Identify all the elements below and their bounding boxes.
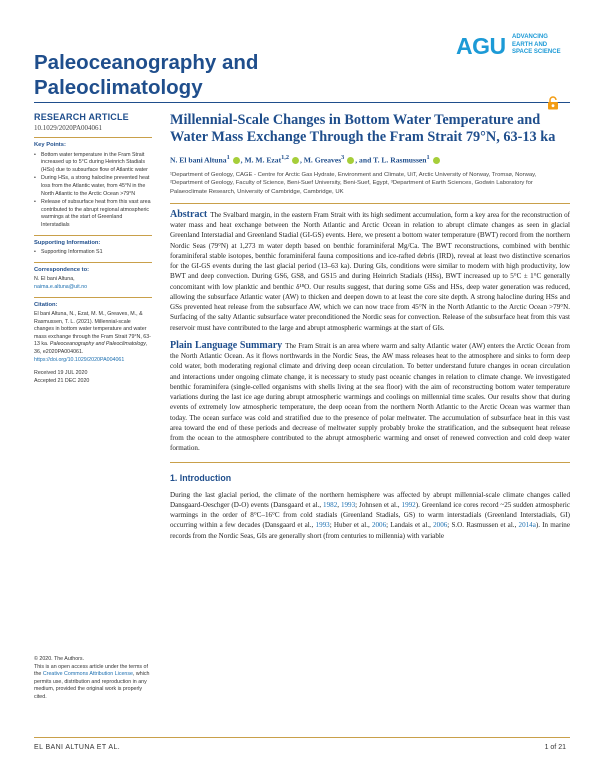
plain-language-summary-heading: Plain Language Summary	[170, 339, 283, 351]
citation	[34, 302, 152, 365]
key-points	[34, 142, 152, 230]
author-name[interactable]: N. El bani Altuna	[170, 155, 227, 165]
orcid-icon[interactable]	[347, 157, 354, 164]
sidebar-rule	[34, 137, 152, 138]
key-point-item: • Release of subsurface heat from this vast area contributed to the abrupt regional atmospheric warmings at the start of Greenland Interstadials	[34, 199, 152, 229]
citation-link[interactable]: 1982	[323, 500, 338, 509]
sidebar-rule	[34, 235, 152, 236]
citation-link[interactable]: 2006	[433, 521, 448, 530]
footer-rule	[34, 737, 570, 738]
main-column	[170, 112, 570, 541]
citation-link[interactable]: 2014a	[518, 521, 536, 530]
abstract-heading: Abstract	[170, 208, 208, 220]
citation-text	[34, 311, 152, 364]
plain-language-summary	[170, 341, 570, 454]
orcid-icon[interactable]	[233, 157, 240, 164]
introduction-text-run: ; Huber et al.,	[329, 521, 372, 530]
open-access-icon	[547, 96, 559, 110]
section-rule	[170, 203, 570, 204]
accepted-date: Accepted 21 DEC 2020	[34, 377, 90, 384]
plain-language-summary-text: The Fram Strait is an area where warm and salty Atlantic water (AW) enters the Arctic Ocean from the North Atlantic Ocean. As it flows northwards in the Nordic Seas, the AW mass releases heat to the atmosphere and sinks to form deep cold water, both moderating regional climate and driving deep ocean circulation. To better understand future changes in ocean circulation and interactions under ongoing climate change, it is necessary to study past oceanic changes in relation to climate change. We investigated benthic foraminifera (single-celled organisms with shells living at the sea floor) with the aim of reconstructing bottom water temperature variations during the last ice age during abrupt atmospheric warmings and coolings on millennial time scales. Our results show that during events of extremely low atmospheric temperature, the deep ocean from the northern North Atlantic to the Arctic Ocean was warmer than today. The ocean surface was cold and stratified due to the presence of polar meltwater. The accumulation of subsurface heat in this vast area toward the end of these periods and decrease of meltwater supply probably broke the stratification, and the subsequent heat release from the ocean to the atmosphere contributed to the abrupt atmospheric warming and onset of renewed convection and cold deep water formation.	[170, 341, 571, 453]
citation-link[interactable]: 1992	[401, 500, 416, 509]
license-link[interactable]: Creative Commons Attribution License	[42, 671, 133, 678]
correspondence-email-link[interactable]: naima.e.altuna@uit.no	[34, 283, 88, 290]
introduction-text-run: ; Johnsen et al.,	[355, 500, 402, 509]
received-date: Received 19 JUL 2020	[34, 370, 88, 377]
supporting-information-list	[34, 249, 152, 257]
sidebar-rule	[34, 262, 152, 263]
author-name[interactable]: T. L. Rasmussen	[373, 155, 427, 165]
page-number: 1 of 21	[544, 744, 566, 751]
introduction-text-run: ). Greenland ice cores record ~25 sudden atmospheric warmings in the order of 8°C–16°C from cold stadials (Greenland Stadials, GS) to warm interstadials (Greenland Interstadials, GI) occurring within a few decades (Dansgaard et al.,	[170, 500, 570, 530]
supporting-information	[34, 240, 152, 257]
correspondence-name: N. El bani Altuna,	[34, 276, 75, 283]
running-author-footer: EL BANI ALTUNA ET AL.	[34, 744, 121, 751]
orcid-icon[interactable]	[292, 157, 299, 164]
agu-tagline-line-3: SPACE SCIENCE	[512, 49, 561, 55]
agu-tagline-line-1: ADVANCING	[512, 34, 548, 40]
citation-heading: Citation:	[34, 301, 58, 308]
abstract	[170, 210, 570, 333]
sidebar	[34, 112, 152, 390]
orcid-icon[interactable]	[433, 157, 440, 164]
article-title: Millennial-Scale Changes in Bottom Water Temperature and Water Mass Exchange Through the Fram Strait 79°N, 63-13 ka	[170, 112, 556, 145]
header-rule	[34, 102, 570, 103]
license-text	[34, 664, 152, 702]
key-points-list	[34, 152, 152, 230]
abstract-text: The Svalbard margin, in the eastern Fram Strait with its high sediment accumulation, form a key area for the reconstruction of water mass and heat exchange between the North Atlantic and Arctic Ocean in relation to abrupt climate changes as seen in glacial Greenland Interstadial and Greenland Stadial (GI-GS) events. Here, we present a bottom water temperature (BWT) record from the northern Nordic Seas (79°N) at 1,273 m water depth based on benthic foraminiferal Mg/Ca. The BWT reconstructions, combined with benthic foraminiferal stable isotopes, benthic foraminiferal fauna compositions and ice-rafted debris (IRD), reveal at least two distinctive scenarios for the GI-GS events during the last glacial period (13–63 ka). During GIs, conditions were similar to modern with high productivity, low BWT and deep convection. During GS6, GS8, and GS15 and during Heinrich Stadials (HSs), BWT increased up to 5°C ± 1°C generally concomitant with low planktic and benthic δ¹⁸O. Our results suggest, that during some GSs and HSs, deep water generation was reduced, allowing the subsurface Atlantic water (AW) to thicken and deepen down to at least the core site depth. A strong halocline during HSs and GSs prevented heat release from the subsurface AW, which we can now trace from 45°N in the North Atlantic to the Arctic Ocean >79°N. Surfacing of the salty Atlantic subsurface water preconditioned the Nordic seas for convection. Release of the subsurface heat from this vast reservoir must have contributed to the large and abrupt atmospheric warmings at the start of GIs.	[170, 210, 570, 332]
correspondence	[34, 267, 152, 292]
section-rule	[170, 462, 570, 463]
citation-volume: , 36, e2020PA004061.	[34, 341, 148, 356]
author-list: N. El bani Altuna$^1$ , M. M. Ezat$^{1,2}$ , M. Greaves$^3$ , and T. L. Rasmussen$^1$	[170, 152, 570, 166]
citation-doi-link[interactable]: https://doi.org/10.1029/2020PA004061	[34, 356, 125, 363]
sidebar-rule	[34, 297, 152, 298]
author-name[interactable]: M. M. Ezat	[244, 155, 282, 165]
license-block	[34, 656, 152, 702]
supporting-information-item[interactable]: • Supporting Information S1	[34, 249, 152, 257]
introduction-heading: 1. Introduction	[170, 472, 232, 483]
citation-journal: Paleoceanography and Paleoclimatology	[49, 341, 146, 348]
key-point-item: • During HSs, a strong halocline prevented heat loss from the Atlantic water, from 45°N in the North Atlantic to the Arctic Ocean >79°N	[34, 175, 152, 198]
journal-title-line-2: Paleoclimatology	[34, 76, 203, 99]
author-affiliation-number: 1	[426, 154, 430, 161]
introduction-text-run: ; S.O. Rasmussen et al.,	[447, 521, 519, 530]
dates	[34, 370, 152, 385]
citation-link[interactable]: 1993	[315, 521, 330, 530]
journal-title	[34, 50, 414, 100]
key-point-item: • Bottom water temperature in the Fram Strait increased up to 5°C during Heinrich Stadials (HSs) due to subsurface flow of Atlantic water	[34, 152, 152, 175]
agu-logo-mark: AGU	[456, 33, 506, 59]
citation-link[interactable]: 1993	[340, 500, 356, 509]
article-doi[interactable]: 10.1029/2020PA004061	[34, 124, 103, 132]
introduction-text-run: ). In marine records from the Nordic Seas, GIs are generally short (from centuries to millennia) with variable	[170, 521, 570, 540]
author-name[interactable]: M. Greaves	[303, 155, 342, 165]
introduction-text-run: ,	[337, 500, 341, 509]
introduction-text-run: ; Landais et al.,	[386, 521, 434, 530]
agu-logo-tagline	[512, 34, 561, 57]
citation-body: El bani Altuna, N., Ezat, M. M., Greaves, M., & Rasmussen, T. L. (2021). Millennial-scale changes in bottom water temperature and water mass exchange through the Fram Strait 79°N, 63-13 ka.	[34, 311, 151, 348]
journal-title-line-1: Paleoceanography and	[34, 51, 259, 74]
author-affiliation-number: 1	[226, 154, 230, 161]
affiliations	[170, 171, 570, 197]
author-affiliation-number: 3	[341, 154, 345, 161]
agu-tagline-line-2: EARTH AND	[512, 41, 548, 48]
key-points-heading: Key Points:	[34, 142, 66, 148]
introduction-text	[170, 490, 570, 541]
supporting-information-heading: Supporting Information:	[34, 239, 101, 246]
introduction-text-run: During the last glacial period, the climate of the northern hemisphere was affected by abrupt millennial-scale climate changes called Dansgaard-Oeschger (D-O) events (Dansgaard et al.,	[170, 490, 570, 509]
affiliation-text: ¹Department of Geology, CAGE - Centre for Arctic Gas Hydrate, Environment and Climate, UiT, Arctic University of Norway, Tromsø, Norway, ²Department of Geology, Faculty of Science, Beni-Suef University, Beni-Suef, Egypt, ³Department of Earth Sciences, Godwin Laboratory for Palaeoclimate Research, University of Cambridge, Cambridge, UK	[170, 171, 537, 196]
license-post: , which permits use, distribution and reproduction in any medium, provided the original work is properly cited.	[34, 671, 150, 700]
author-affiliation-number: 1,2	[281, 154, 290, 161]
article-type: RESEARCH ARTICLE	[34, 112, 129, 122]
agu-logo[interactable]	[456, 30, 576, 64]
copyright: © 2020. The Authors.	[34, 656, 85, 662]
citation-link[interactable]: 2006	[371, 521, 387, 530]
license-pre: This is an open access article under the terms of the	[34, 663, 148, 678]
correspondence-heading: Correspondence to:	[34, 266, 90, 273]
